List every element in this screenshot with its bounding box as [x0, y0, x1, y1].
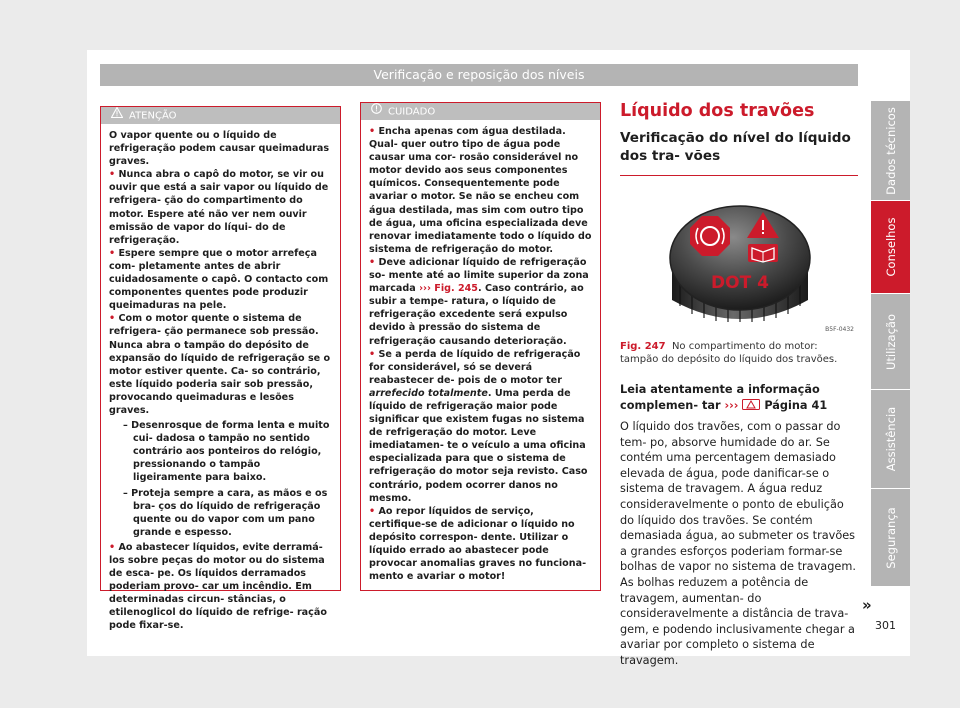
- page-number: 301: [875, 619, 896, 632]
- figure-code: B5F-0432: [825, 326, 854, 333]
- caution-heading: CUIDADO: [388, 106, 436, 118]
- warning-ref-icon: [742, 399, 764, 412]
- caution-bullet: • Encha apenas com água destilada. Qual- quer outro tipo de água pode causar uma cor- rosão considerável no motor devido aos seus componentes químicos. Consequentemente pode avariar o motor. Se não se encheu com água destilada, mas sim com outro tipo de água, uma oficina especializada deve renovar imediatamente todo o líquido do sistema de refrigeração do motor.: [369, 126, 592, 255]
- tab-seguranca[interactable]: Segurança: [871, 489, 910, 586]
- section-title: Líquido dos travões: [620, 101, 815, 121]
- warning-dash-item: – Desenrosque de forma lenta e muito cui- dadosa o tampão no sentido contrário aos ponteiros do relógio, pressionando o tampão ligeiramente para baixo.: [123, 420, 330, 484]
- warning-bullet: • Espere sempre que o motor arrefeça com- pletamente antes de abrir cuidadosamente o capô. O contacto com componentes quentes pode produzir queimaduras na pele.: [109, 247, 329, 312]
- section-rule: [620, 175, 858, 176]
- warning-header: [101, 107, 340, 124]
- section-subtitle: Verificação do nível do líquido dos tra- vões: [620, 130, 851, 164]
- caution-body: [361, 120, 600, 583]
- warning-triangle-icon: [111, 107, 123, 124]
- tab-utilizacao[interactable]: Utilização: [871, 294, 910, 389]
- brake-fluid-cap-figure: [620, 188, 858, 336]
- warning-body: [101, 124, 340, 633]
- warning-dash-item: – Proteja sempre a cara, as mãos e os bra- ços do líquido de refrigeração quente ou do vapor com um pano grande e espesso.: [123, 487, 328, 538]
- warning-bullet: • Com o motor quente o sistema de refrigera- ção permanece sob pressão. Nunca abra o tampão do depósito de expansão do líquido de refrigeração se o motor estiver quente. Ca- so contrário, este líquido poderia sair sob pressão, provocando queimaduras e lesões graves.: [109, 313, 331, 416]
- fig-245-link[interactable]: ››› Fig. 245: [419, 283, 478, 295]
- figure-caption: Fig. 247 No compartimento do motor: tampão do depósito do líquido dos travões.: [620, 341, 838, 365]
- warning-bullet: • Nunca abra o capô do motor, se vir ou ouvir que está a sair vapor ou líquido de refrigera- ção do compartimento do motor. Espere até não ver nem ouvir emissão de vapor do líqui- do de refrigeração.: [109, 169, 329, 246]
- dot4-label: DOT 4: [711, 273, 769, 293]
- warning-bullet: • Ao abastecer líquidos, evite derramá-los sobre peças do motor ou do sistema de esca- pe. Os líquidos derramados poderiam provo- car um incêndio. Em determinadas circun- stâncias, o etilenoglicol do líquido de refrige- ração pode fixar-se.: [109, 541, 327, 632]
- brake-fluid-cap-illustration: [620, 188, 858, 336]
- caution-box: [360, 102, 601, 591]
- tab-dados-tecnicos[interactable]: Dados técnicos: [871, 101, 910, 200]
- tab-conselhos[interactable]: Conselhos: [871, 201, 910, 293]
- caution-bullet: • Se a perda de líquido de refrigeração for considerável, só se deverá reabastecer de- pois de o motor ter arrefecido totalmente. Uma perda de líquido de refrigeração maior pode significar que existem fugas no sistema de refrigeração do motor. Leve imediatamen- te o veículo a uma oficina especializada para que o sistema de refrigeração do motor seja revisto. Caso contrário, podem ocorrer danos no mesmo.: [369, 348, 588, 504]
- tab-assistencia[interactable]: Assistência: [871, 390, 910, 488]
- caution-bullet: • Deve adicionar líquido de refrigeração so- mente até ao limite superior da zona marcada ››› Fig. 245. Caso contrário, ao subir a tempe- ratura, o líquido de refrigeração excedente será expulso devido à pressão do sistema de refrigeração causando deterioração.: [369, 256, 589, 347]
- caution-header: [361, 103, 600, 120]
- caution-bullet: • Ao repor líquidos de serviço, certifique-se de adicionar o líquido no depósito correspon- dente. Utilizar o líquido errado ao abastecer pode provocar anomalias graves no funciona- mento e avariar o motor!: [369, 505, 587, 583]
- info-circle-icon: [371, 103, 382, 120]
- page-ref-link[interactable]: Página 41: [764, 398, 828, 412]
- body-paragraph: O líquido dos travões, com o passar do tem- po, absorve humidade do ar. Se contém uma percentagem demasiado elevada de água, pode danificar-se o sistema de travagem. A água reduz consideravelmente o ponto de ebulição do líquido dos travões. Se contém demasiada água, ao submeter os travões a grandes esforços poderiam formar-se bolhas de vapor no sistema de travagem. As bolhas reduzem a potência de travagem, aumentan- do consideravelmente a distância de trava- gem, e podendo inclusivamente chegar a avariar por completo o sistema de travagem.: [620, 420, 856, 667]
- page-header: Verificação e reposição dos níveis: [100, 64, 858, 86]
- warning-box: [100, 106, 341, 632]
- continue-marker: »: [862, 596, 872, 614]
- warning-heading: ATENÇÃO: [129, 110, 177, 122]
- warning-intro: O vapor quente ou o líquido de refrigeração podem causar queimaduras graves.: [109, 130, 330, 168]
- lead-paragraph: Leia atentamente a informação complemen- tar ››› Página 41: [620, 383, 828, 412]
